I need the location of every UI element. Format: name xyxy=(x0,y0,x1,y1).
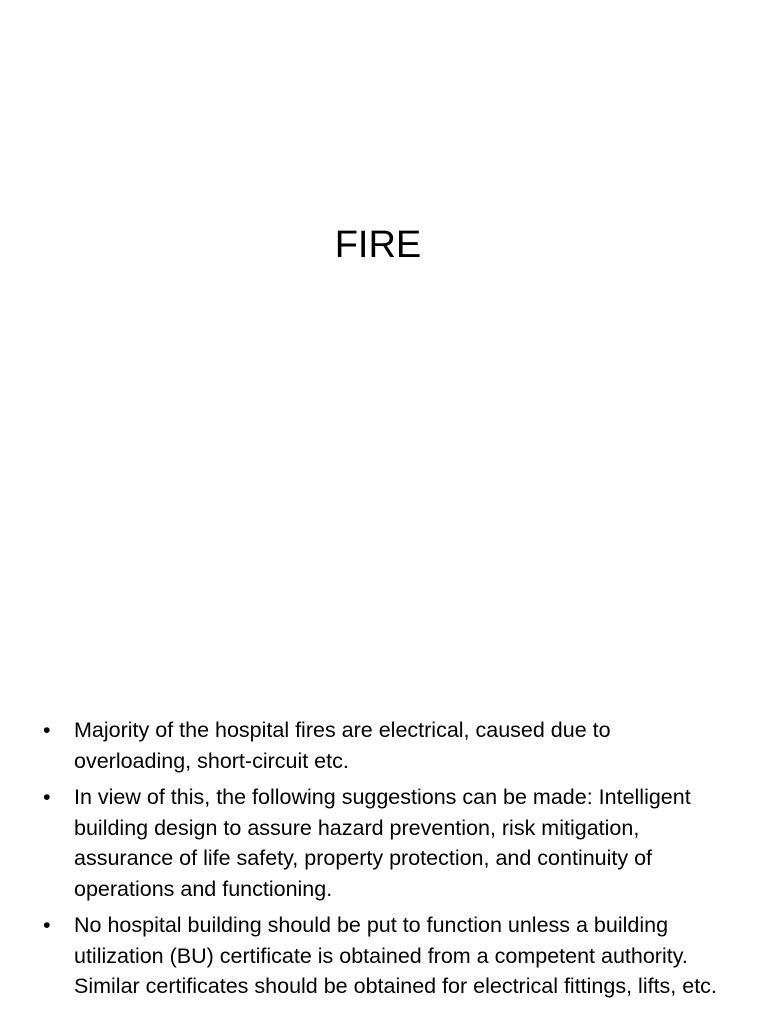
bullet-text: No hospital building should be put to function unless a building utilization (BU) certificate is obtained from a competent authority. Similar certificates should be obtained for electrical fittings, lifts, etc. xyxy=(74,913,717,998)
bullet-item-3 xyxy=(40,910,720,1002)
bullet-icon: • xyxy=(43,785,51,809)
bullet-item-1 xyxy=(40,715,720,776)
bullet-text: Majority of the hospital fires are electrical, caused due to overloading, short-circuit etc. xyxy=(74,718,611,773)
bullet-icon: • xyxy=(43,718,51,742)
bullet-icon: • xyxy=(43,913,51,937)
slide-title: FIRE xyxy=(334,224,422,266)
bullet-list xyxy=(40,715,720,1008)
bullet-text: In view of this, the following suggestions can be made: Intelligent building design to assure hazard prevention, risk mitigation, assurance of life safety, property protection, and continuity of operations and functioning. xyxy=(74,785,691,901)
bullet-item-2 xyxy=(40,782,720,904)
